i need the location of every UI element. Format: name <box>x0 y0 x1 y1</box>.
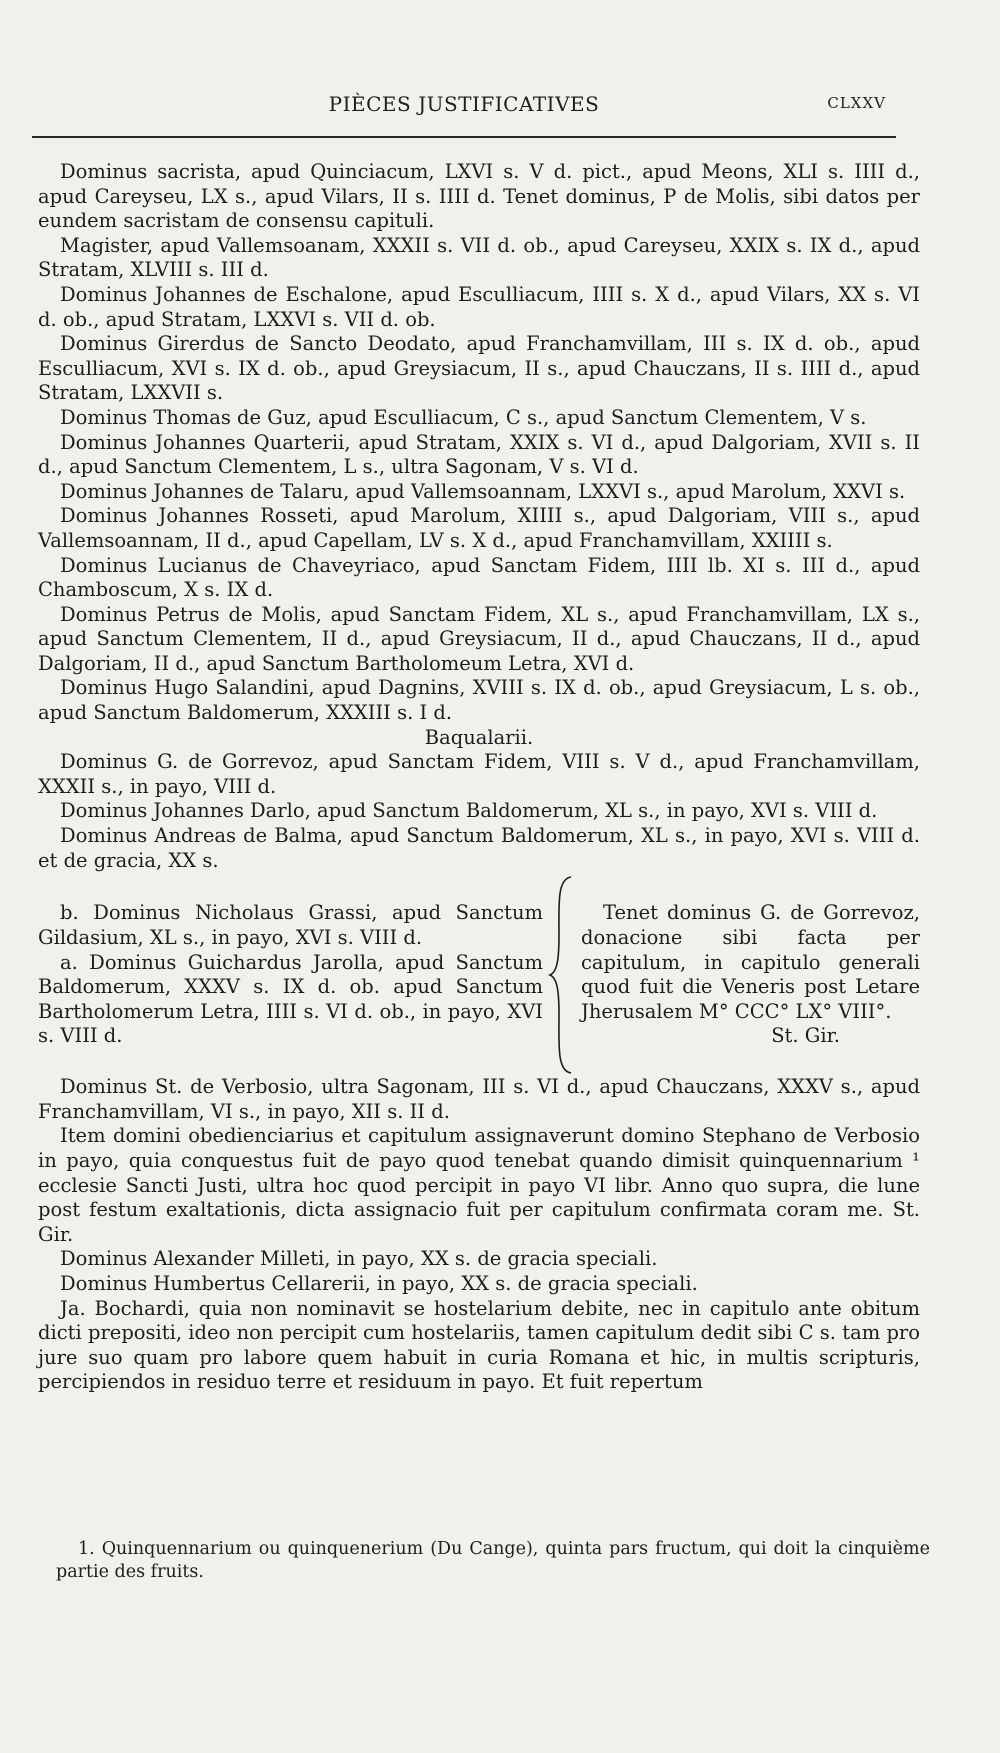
paragraph: Ja. Bochardi, quia non nominavit se hostelarium debite, nec in capitulo ante obitum dicti prepositi, ideo non percipit cum hostelariis, tamen capitulum dedit sibi C s. tam pro jure suo quam pro labore quem habuit in curia Romana et hic, in multis scripturis, percipiendos in residuo terre et residuum in payo. Et fuit repertum <box>38 1296 920 1394</box>
paragraph: Dominus Girerdus de Sancto Deodato, apud Franchamvillam, III s. IX d. ob., apud Esculliacum, XVI s. IX d. ob., apud Greysiacum, II s., apud Chauczans, II s. IIII d., apud Stratam, LXXVII s. <box>38 332 920 405</box>
paragraph: Dominus Alexander Milleti, in payo, XX s. de gracia speciali. <box>60 1247 658 1271</box>
page-header <box>32 84 896 124</box>
paragraph: Dominus Johannes Darlo, apud Sanctum Baldomerum, XL s., in payo, XVI s. VIII d. <box>60 799 878 823</box>
paragraph: Dominus sacrista, apud Quinciacum, LXVI s. V d. pict., apud Meons, XLI s. IIII d., apud Careyseu, LX s., apud Vilars, II s. IIII d. Tenet dominus, P de Molis, sibi datos per eundem sacristam de consensu capituli. <box>38 160 920 233</box>
paragraph: Dominus Petrus de Molis, apud Sanctam Fidem, XL s., apud Franchamvillam, LX s., apud Sanctum Clementem, II d., apud Greysiacum, II d., apud Chauczans, II d., apud Dalgoriam, II d., apud Sanctum Bartholomeum Letra, XVI d. <box>38 602 920 675</box>
paragraph: b. Dominus Nicholaus Grassi, apud Sanctum Gildasium, XL s., in payo, XVI s. VIII d. <box>38 901 543 950</box>
bracketed-entries-note <box>581 901 920 1049</box>
paragraph: Dominus Thomas de Guz, apud Esculliacum, C s., apud Sanctum Clementem, V s. <box>60 405 867 429</box>
section-heading: Baqualarii. <box>424 725 534 749</box>
paragraph: Dominus G. de Gorrevoz, apud Sanctam Fidem, VIII s. V d., apud Franchamvillam, XXXII s., in payo, VIII d. <box>38 750 920 798</box>
paragraph: Dominus Lucianus de Chaveyriaco, apud Sanctam Fidem, IIII lb. XI s. III d., apud Chamboscum, X s. IX d. <box>38 553 920 602</box>
page-number: CLXXV <box>827 94 886 112</box>
paragraph: a. Dominus Guichardus Jarolla, apud Sanctum Baldomerum, XXXV s. IX d. ob. apud Sanctum Bartholomerum Letra, IIII s. VI d. ob., in payo, XVI s. VIII d. <box>38 950 543 1048</box>
paragraph: Dominus Johannes Quarterii, apud Stratam, XXIX s. VI d., apud Dalgoriam, XVII s. II d., apud Sanctum Clementem, L s., ultra Sagonam, V s. VI d. <box>38 430 920 479</box>
header-rule <box>32 136 896 138</box>
signature: St. Gir. <box>771 1024 840 1048</box>
curly-brace <box>547 875 577 1075</box>
paragraph: Dominus Humbertus Cellarerii, in payo, XX s. de gracia speciali. <box>60 1271 698 1295</box>
footnote-text: 1. Quinquennarium ou quinquenerium (Du Cange), quinta pars fructum, qui doit la cinquième partie des fruits. <box>56 1539 930 1582</box>
bracketed-entries <box>38 875 920 1075</box>
paragraph: Item domini obedienciarius et capitulum assignaverunt domino Stephano de Verbosio in payo, quia conquestus fuit de payo quod tenebat quando dimisit quinquennarium ¹ ecclesie Sancti Justi, ultra hoc quod percipit in payo VI libr. Anno quo supra, die lune post festum exaltationis, dicta assignacio fuit per capitulum confirmata coram me. St. Gir. <box>38 1124 920 1246</box>
document-body <box>38 160 920 1395</box>
note-text: Tenet dominus G. de Gorrevoz, donacione sibi facta per capitulum, in capitulo generali quod fuit die Veneris post Letare Jherusalem M° CCC° LX° VIII°. <box>581 901 920 1023</box>
paragraph: Dominus Johannes de Talaru, apud Vallemsoannam, LXXVI s., apud Marolum, XXVI s. <box>60 479 906 503</box>
bracketed-entries-left <box>38 901 543 1049</box>
paragraph: Magister, apud Vallemsoanam, XXXII s. VII d. ob., apud Careyseu, XXIX s. IX d., apud Stratam, XLVIII s. III d. <box>38 233 920 282</box>
paragraph: Dominus Hugo Salandini, apud Dagnins, XVIII s. IX d. ob., apud Greysiacum, L s. ob., apud Sanctum Baldomerum, XXXIII s. I d. <box>38 676 920 725</box>
paragraph: Dominus Johannes de Eschalone, apud Esculliacum, IIII s. X d., apud Vilars, XX s. VI d. ob., apud Stratam, LXXVI s. VII d. ob. <box>38 282 920 331</box>
footnote <box>56 1538 930 1584</box>
paragraph: Dominus St. de Verbosio, ultra Sagonam, III s. VI d., apud Chauczans, XXXV s., apud Franchamvillam, VI s., in payo, XII s. II d. <box>38 1075 920 1123</box>
running-title: PIÈCES JUSTIFICATIVES <box>328 92 600 116</box>
paragraph: Dominus Johannes Rosseti, apud Marolum, XIIII s., apud Dalgoriam, VIII s., apud Vallemsoannam, II d., apud Capellam, LV s. X d., apud Franchamvillam, XXIIII s. <box>38 504 920 552</box>
paragraph: Dominus Andreas de Balma, apud Sanctum Baldomerum, XL s., in payo, XVI s. VIII d. et de gracia, XX s. <box>38 824 920 872</box>
